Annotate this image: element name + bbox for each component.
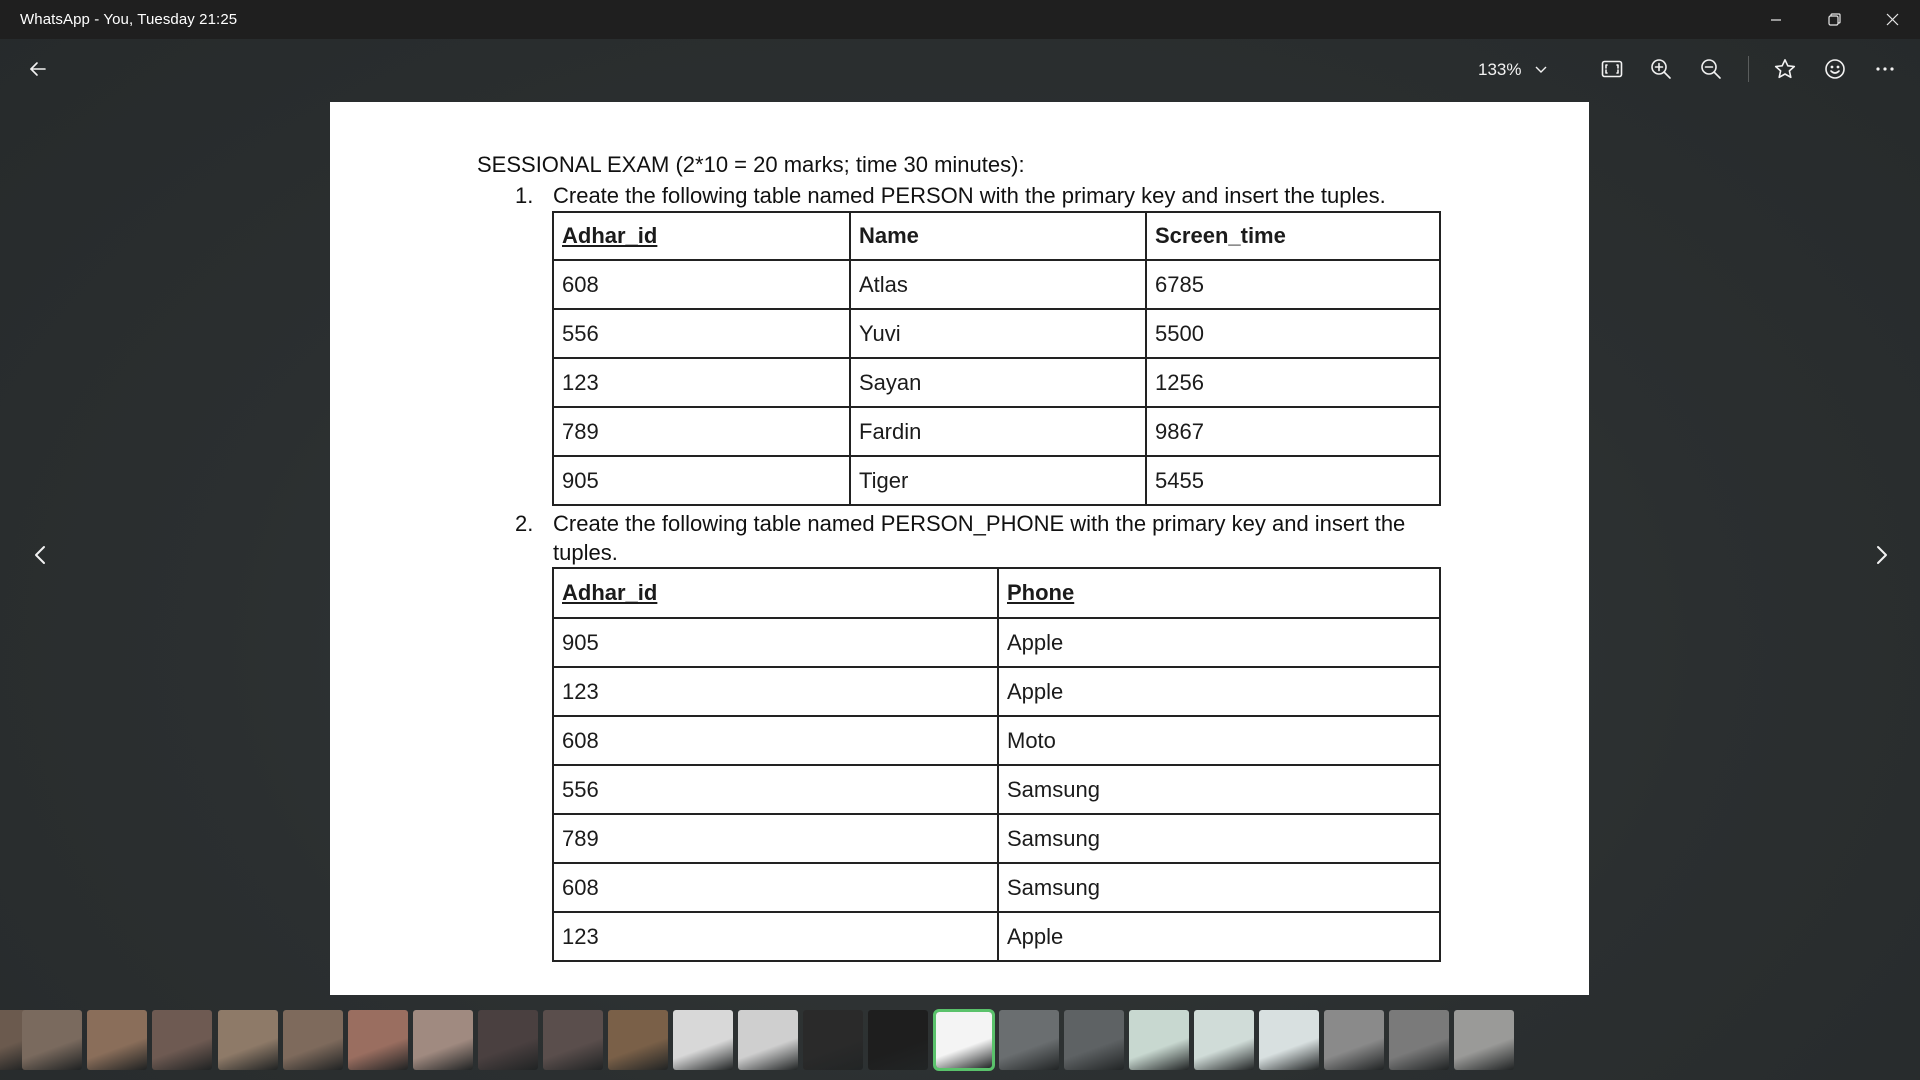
thumbnail[interactable]	[543, 1010, 603, 1070]
table-header-row	[553, 212, 1440, 260]
restore-icon	[1828, 13, 1841, 26]
question-2-number: 2.	[515, 511, 534, 536]
zoom-value: 133%	[1478, 60, 1522, 79]
window-title: WhatsApp - You, Tuesday 21:25	[20, 11, 238, 28]
thumbnail[interactable]	[803, 1010, 863, 1070]
question-1-number: 1.	[515, 183, 534, 208]
fit-screen-icon	[1601, 59, 1623, 79]
thumbnail-strip	[0, 1008, 1920, 1072]
column-header: Adhar_id	[553, 212, 850, 260]
zoom-out-button[interactable]	[1691, 49, 1731, 89]
table-cell: 9867	[1146, 407, 1440, 456]
thumbnail[interactable]	[413, 1010, 473, 1070]
thumbnail[interactable]	[478, 1010, 538, 1070]
column-header: Name	[850, 212, 1146, 260]
table-cell: Moto	[998, 716, 1440, 765]
thumbnail[interactable]	[22, 1010, 82, 1070]
table-cell: 5500	[1146, 309, 1440, 358]
zoom-in-button[interactable]	[1641, 49, 1681, 89]
table-cell: Sayan	[850, 358, 1146, 407]
table-cell: 123	[553, 358, 850, 407]
thumbnail[interactable]	[152, 1010, 212, 1070]
table-cell: 123	[553, 912, 998, 961]
table-row	[553, 358, 1440, 407]
table-row	[553, 407, 1440, 456]
toolbar	[0, 39, 1920, 101]
question-2-text-line-1: Create the following table named PERSON_PHONE with the primary key and insert the	[553, 511, 1406, 536]
table-cell: Samsung	[998, 863, 1440, 912]
close-icon	[1886, 13, 1899, 26]
fit-to-window-button[interactable]	[1592, 49, 1632, 89]
thumbnail[interactable]	[1064, 1010, 1124, 1070]
thumbnail[interactable]	[738, 1010, 798, 1070]
title-bar	[0, 0, 1920, 39]
thumbnail[interactable]	[608, 1010, 668, 1070]
table-cell: Apple	[998, 667, 1440, 716]
table-cell: Tiger	[850, 456, 1146, 505]
thumbnail[interactable]	[1194, 1010, 1254, 1070]
table-cell: 6785	[1146, 260, 1440, 309]
question-2-text-line-2: tuples.	[553, 540, 618, 565]
thumbnail[interactable]	[218, 1010, 278, 1070]
thumbnail[interactable]	[283, 1010, 343, 1070]
table-cell: Samsung	[998, 765, 1440, 814]
back-button[interactable]	[18, 49, 58, 89]
table-cell: Atlas	[850, 260, 1146, 309]
table-cell: 905	[553, 456, 850, 505]
table-cell: 608	[553, 716, 998, 765]
table-cell: Apple	[998, 618, 1440, 667]
table-row	[553, 456, 1440, 505]
table-cell: Fardin	[850, 407, 1146, 456]
table-row	[553, 618, 1440, 667]
table-cell: 556	[553, 309, 850, 358]
table-row	[553, 863, 1440, 912]
person-table	[552, 211, 1441, 506]
emoji-icon	[1824, 58, 1846, 80]
toolbar-separator	[1748, 56, 1749, 82]
question-2	[515, 509, 1455, 569]
thumbnail[interactable]	[1454, 1010, 1514, 1070]
table-cell: 123	[553, 667, 998, 716]
zoom-in-icon	[1650, 58, 1672, 80]
table-cell: 789	[553, 814, 998, 863]
thumbnail[interactable]	[87, 1010, 147, 1070]
more-icon	[1875, 66, 1895, 72]
table-cell: Samsung	[998, 814, 1440, 863]
thumbnail[interactable]	[999, 1010, 1059, 1070]
thumbnail[interactable]	[348, 1010, 408, 1070]
table-row	[553, 814, 1440, 863]
table-cell: 556	[553, 765, 998, 814]
table-row	[553, 667, 1440, 716]
chevron-down-icon	[1535, 66, 1547, 74]
zoom-dropdown[interactable]	[1478, 56, 1547, 84]
table-cell: 905	[553, 618, 998, 667]
thumbnail[interactable]	[1324, 1010, 1384, 1070]
star-button[interactable]	[1765, 49, 1805, 89]
table-header-row	[553, 568, 1440, 618]
thumbnail[interactable]	[936, 1012, 992, 1068]
thumbnail[interactable]	[1389, 1010, 1449, 1070]
exam-heading: SESSIONAL EXAM (2*10 = 20 marks; time 30 minutes):	[477, 152, 1025, 177]
react-button[interactable]	[1815, 49, 1855, 89]
star-icon	[1774, 58, 1796, 80]
thumbnail[interactable]	[868, 1010, 928, 1070]
question-1	[515, 181, 1415, 211]
column-header: Phone	[998, 568, 1440, 618]
table-row	[553, 309, 1440, 358]
table-cell: 608	[553, 260, 850, 309]
table-row	[553, 260, 1440, 309]
thumbnail[interactable]	[673, 1010, 733, 1070]
table-cell: Yuvi	[850, 309, 1146, 358]
table-cell: 608	[553, 863, 998, 912]
table-row	[553, 765, 1440, 814]
column-header: Screen_time	[1146, 212, 1440, 260]
zoom-out-icon	[1700, 58, 1722, 80]
table-cell: 5455	[1146, 456, 1440, 505]
next-button[interactable]	[1862, 535, 1902, 575]
table-row	[553, 716, 1440, 765]
minimize-button[interactable]	[1748, 0, 1804, 39]
close-button[interactable]	[1864, 0, 1920, 39]
arrow-left-icon	[28, 59, 48, 79]
table-row	[553, 912, 1440, 961]
column-header: Adhar_id	[553, 568, 998, 618]
chevron-right-icon	[1875, 544, 1889, 566]
previous-button[interactable]	[20, 535, 60, 575]
restore-button[interactable]	[1806, 0, 1862, 39]
thumbnail[interactable]	[1259, 1010, 1319, 1070]
table-cell: 789	[553, 407, 850, 456]
person-phone-table	[552, 567, 1441, 962]
table-cell: Apple	[998, 912, 1440, 961]
chevron-left-icon	[33, 544, 47, 566]
minimize-icon	[1770, 14, 1782, 26]
document-image	[330, 102, 1589, 995]
more-options-button[interactable]	[1865, 49, 1905, 89]
question-1-text: Create the following table named PERSON with the primary key and insert the tuples.	[553, 183, 1386, 208]
thumbnail[interactable]	[1129, 1010, 1189, 1070]
table-cell: 1256	[1146, 358, 1440, 407]
